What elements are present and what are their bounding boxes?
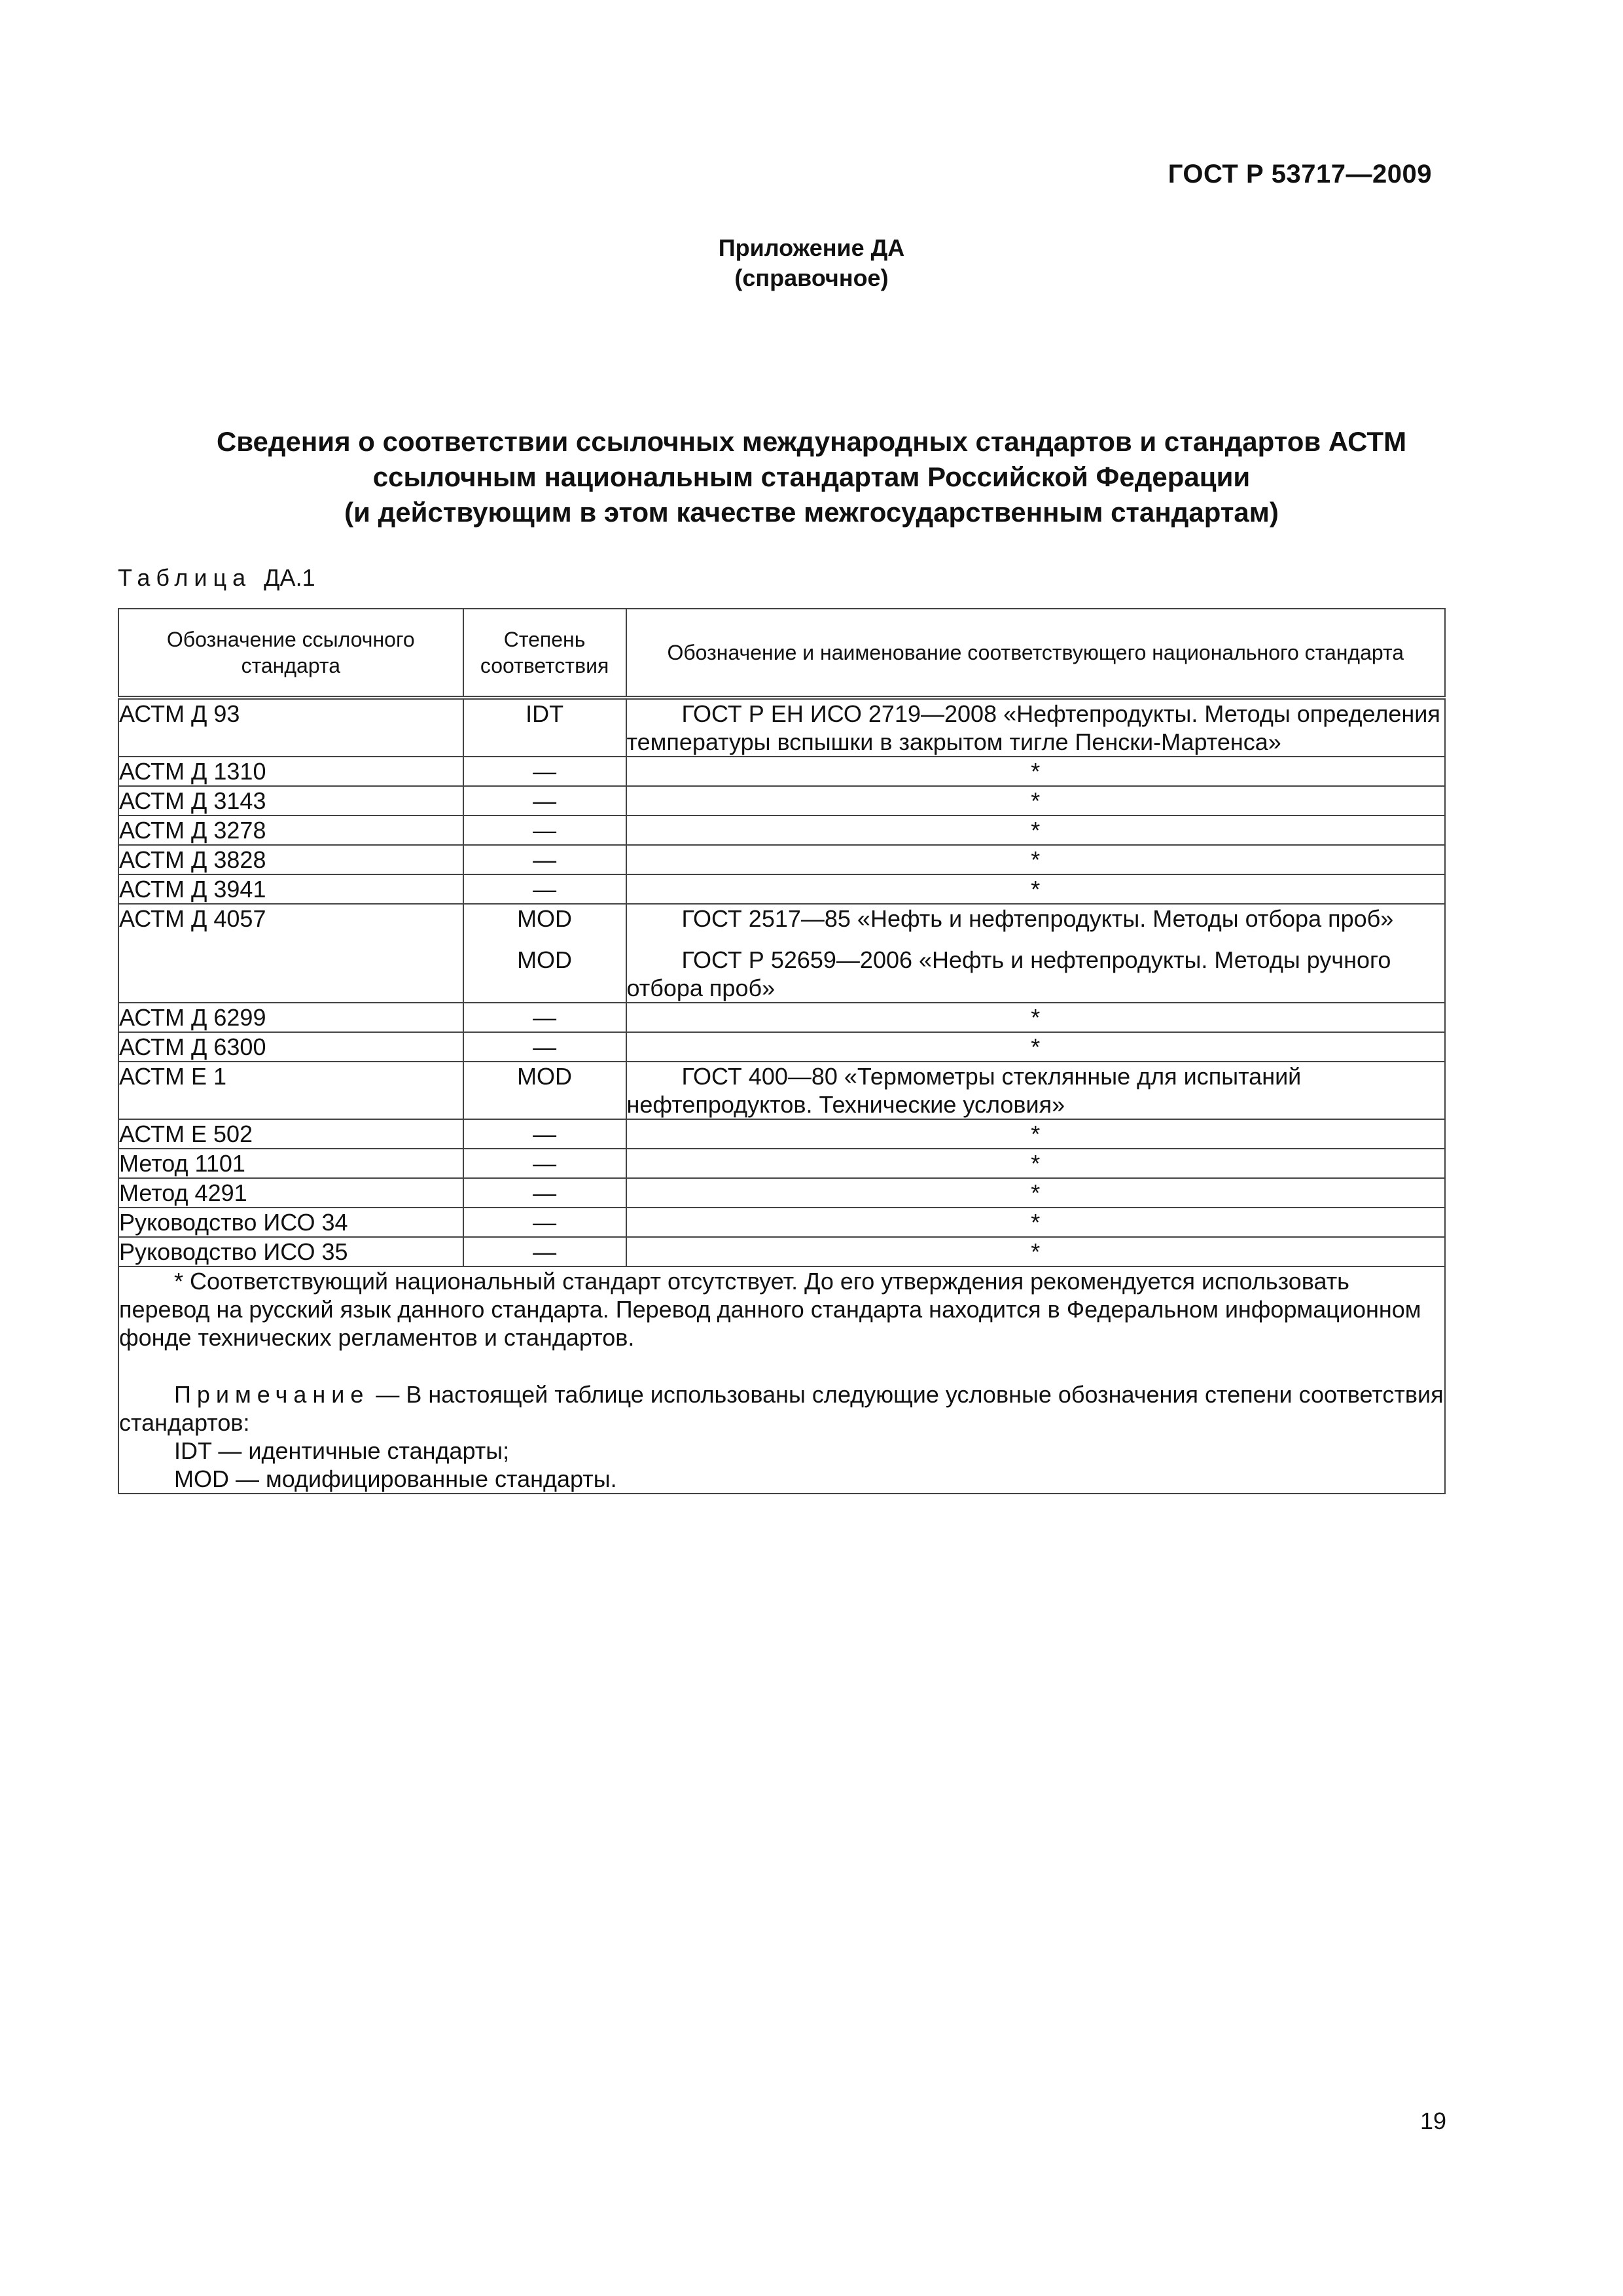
degree-cell [463, 904, 626, 1003]
table-notes [118, 1266, 1445, 1494]
note [119, 1380, 1444, 1437]
table-notes-row [118, 1266, 1445, 1494]
table-row [118, 698, 1445, 757]
degree-value: MOD [517, 946, 573, 973]
title-line: Сведения о соответствии ссылочных международных стандартов и стандартов АСТМ [216, 426, 1407, 457]
designation-cell: АСТМ Д 3143 [118, 786, 463, 816]
title-line: (и действующим в этом качестве межгосударственным стандартам) [344, 497, 1279, 528]
table-row [118, 1178, 1445, 1208]
national-standard-cell: * [626, 845, 1445, 874]
degree-cell: — [463, 786, 626, 816]
document-code: ГОСТ Р 53717—2009 [1168, 160, 1432, 188]
note-text: — В настоящей таблице использованы следующие условные обозначения степени соответствия стандартов: [119, 1381, 1444, 1436]
header-national-standard: Обозначение и наименование соответствующего национального стандарта [626, 609, 1445, 698]
table-row [118, 757, 1445, 786]
national-standard-cell: * [626, 1149, 1445, 1178]
table-caption [118, 564, 315, 592]
table-row [118, 874, 1445, 904]
designation-cell: Руководство ИСО 34 [118, 1208, 463, 1237]
appendix-subtitle: (справочное) [734, 264, 889, 291]
degree-cell: MOD [463, 1062, 626, 1119]
degree-cell: — [463, 757, 626, 786]
table-row [118, 786, 1445, 816]
designation-cell: АСТМ Д 3941 [118, 874, 463, 904]
document-title [0, 424, 1623, 530]
table-row [118, 1237, 1445, 1266]
national-standard-cell: * [626, 874, 1445, 904]
designation-cell: Метод 1101 [118, 1149, 463, 1178]
footnote: * Соответствующий национальный стандарт отсутствует. До его утверждения рекомендуется использовать перевод на русский язык данного стандарта. Перевод данного стандарта находится в Федеральном информационном фонде технических регламентов и стандартов. [119, 1268, 1421, 1351]
national-standard-text: ГОСТ Р 52659—2006 «Нефть и нефтепродукты. Методы ручного отбора проб» [626, 946, 1391, 1001]
table-caption-label: Таблица [118, 564, 252, 591]
degree-cell: — [463, 1178, 626, 1208]
legend-item: IDT — идентичные стандарты; [174, 1437, 510, 1464]
degree-cell: — [463, 1032, 626, 1062]
national-standard-cell: * [626, 816, 1445, 845]
page-number: 19 [1419, 2108, 1446, 2134]
appendix-title: Приложение ДА [718, 234, 905, 261]
table-row [118, 904, 1445, 1003]
designation-cell: АСТМ Д 4057 [118, 904, 463, 1003]
designation-cell: Руководство ИСО 35 [118, 1237, 463, 1266]
national-standard-cell [626, 1062, 1445, 1119]
table-row [118, 1208, 1445, 1237]
designation-cell: Метод 4291 [118, 1178, 463, 1208]
designation-cell: АСТМ Д 6300 [118, 1032, 463, 1062]
designation-cell: АСТМ Д 6299 [118, 1003, 463, 1032]
appendix-heading [0, 233, 1623, 293]
degree-value: MOD [517, 905, 573, 932]
degree-cell: — [463, 1003, 626, 1032]
national-standard-cell: * [626, 1032, 1445, 1062]
table-caption-number: ДА.1 [264, 564, 315, 591]
national-standard-text: ГОСТ Р ЕН ИСО 2719—2008 «Нефтепродукты. Методы определения температуры вспышки в закрытом тигле Пенски-Мартенса» [626, 700, 1440, 755]
header-designation: Обозначение ссылочного стандарта [118, 609, 463, 698]
table-header-row [118, 609, 1445, 698]
designation-cell: АСТМ Д 3828 [118, 845, 463, 874]
degree-cell: IDT [463, 698, 626, 757]
degree-cell: — [463, 816, 626, 845]
legend-item: MOD — модифицированные стандарты. [174, 1465, 617, 1492]
designation-cell: АСТМ Д 93 [118, 698, 463, 757]
national-standard-cell: * [626, 757, 1445, 786]
table-row [118, 816, 1445, 845]
correspondence-table [118, 608, 1446, 1494]
national-standard-cell [626, 904, 1445, 1003]
degree-cell: — [463, 1208, 626, 1237]
table-row [118, 1003, 1445, 1032]
national-standard-cell: * [626, 1208, 1445, 1237]
national-standard-cell: * [626, 1003, 1445, 1032]
national-standard-cell [626, 698, 1445, 757]
table-row [118, 1119, 1445, 1149]
national-standard-text: ГОСТ 2517—85 «Нефть и нефтепродукты. Методы отбора проб» [681, 905, 1394, 932]
national-standard-cell: * [626, 1178, 1445, 1208]
table-row [118, 1149, 1445, 1178]
national-standard-cell: * [626, 786, 1445, 816]
title-line: ссылочным национальным стандартам Российской Федерации [372, 461, 1251, 492]
header-degree: Степень соответствия [463, 609, 626, 698]
designation-cell: АСТМ Е 1 [118, 1062, 463, 1119]
designation-cell: АСТМ Д 1310 [118, 757, 463, 786]
degree-cell: — [463, 874, 626, 904]
national-standard-text: ГОСТ 400—80 «Термометры стеклянные для испытаний нефтепродуктов. Технические условия» [626, 1063, 1302, 1118]
table-row [118, 1032, 1445, 1062]
national-standard-cell: * [626, 1119, 1445, 1149]
degree-cell: — [463, 845, 626, 874]
table-row [118, 845, 1445, 874]
national-standard-cell: * [626, 1237, 1445, 1266]
table-row [118, 1062, 1445, 1119]
degree-cell: — [463, 1237, 626, 1266]
designation-cell: АСТМ Е 502 [118, 1119, 463, 1149]
degree-cell: — [463, 1119, 626, 1149]
degree-cell: — [463, 1149, 626, 1178]
note-label: Примечание [174, 1381, 370, 1408]
designation-cell: АСТМ Д 3278 [118, 816, 463, 845]
